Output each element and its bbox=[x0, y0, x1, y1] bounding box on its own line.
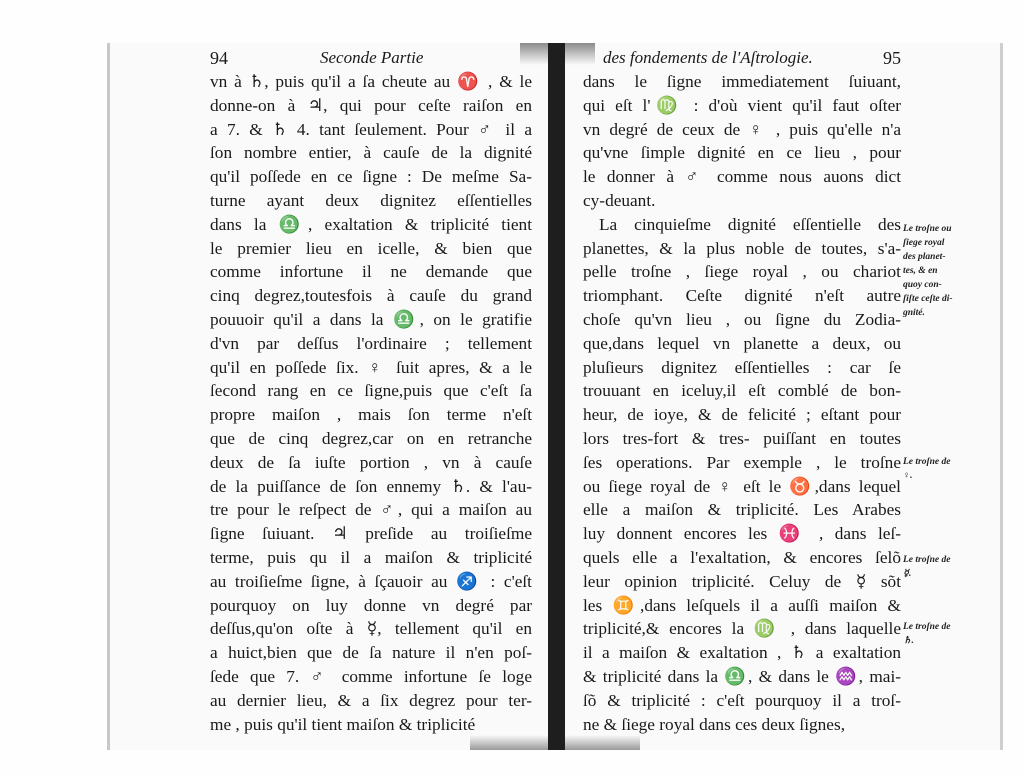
page-number: 94 bbox=[210, 48, 228, 68]
page-number: 95 bbox=[883, 48, 901, 68]
text-line: qui eſt l'♍ : d'où vient qu'il faut oſter bbox=[583, 95, 901, 115]
text-line: La cinquieſme dignité eſſentielle des bbox=[599, 214, 901, 234]
text-line: pourquoy on luy donne vn degré par bbox=[210, 595, 532, 615]
text-line: dans le ſigne immediatement ſuiuant, bbox=[583, 72, 901, 91]
margin-note-line: Le troſne ou bbox=[903, 224, 952, 234]
text-line: leur opinion triplicité. Celuy de ☿ sõt bbox=[583, 571, 901, 591]
text-line: turne ayant deux dignitez eſſentielles bbox=[210, 190, 532, 210]
text-line: vn degré de ceux de ♀ , puis qu'elle n'a bbox=[583, 119, 901, 139]
text-line: vn à ♄, puis qu'il a ſa cheute au ♈ , & le bbox=[210, 72, 532, 91]
text-line: choſe qu'vn lieu , ou ſigne du Zodia- bbox=[583, 309, 901, 329]
text-line: deux de ſa iuſte portion , vn à cauſe bbox=[210, 452, 532, 472]
margin-note bbox=[903, 553, 973, 581]
text-line: il a maiſon & exaltation , ♄ a exaltation bbox=[583, 643, 901, 663]
right-page-body bbox=[583, 70, 901, 736]
text-line: au troiſieſme ſigne, à ſçauoir au ♐ : c'eſt bbox=[210, 571, 532, 591]
text-line: ſes operations. Par exemple , le troſne bbox=[583, 452, 901, 472]
running-head: des fondements de l'Aſtrologie. bbox=[603, 48, 813, 67]
page-edge-right bbox=[1000, 43, 1003, 750]
text-line: que de cinq degrez,car on en retranche bbox=[210, 428, 532, 448]
margin-note bbox=[903, 620, 973, 648]
text-line: ſõ & triplicité : c'eſt pourquoy il a troſ- bbox=[583, 690, 901, 710]
text-line: & triplicité dans la ♎, & dans le ♒, mai- bbox=[583, 666, 901, 686]
text-line: les ♊,dans leſquels il a auſſi maiſon & bbox=[583, 595, 901, 615]
text-line: a 7. & ♄ 4. tant ſeulement. Pour ♂ il a bbox=[210, 119, 532, 139]
text-line: cinq degrez,toutesfois à cauſe du grand bbox=[210, 286, 532, 306]
left-page-body bbox=[210, 70, 532, 736]
text-line: ſecond rang en ce ſigne,puis que c'eſt ſa bbox=[210, 381, 532, 401]
margin-note bbox=[903, 222, 973, 320]
text-line: que,dans lequel vn planette a deux, ou bbox=[583, 333, 901, 353]
margin-note-line: quoy con- bbox=[903, 280, 942, 290]
text-line: de la puiſſance de ſon ennemy ♄. & l'au- bbox=[210, 476, 532, 496]
margin-note-line: gnité. bbox=[903, 308, 925, 318]
page-edge-left bbox=[107, 43, 110, 750]
margin-note-line: ſiege royal bbox=[903, 238, 945, 248]
text-line: me , puis qu'il tient maiſon & triplicité bbox=[210, 714, 476, 734]
margin-note-line: Le troſne de bbox=[903, 457, 951, 467]
text-line: dans la ♎, exaltation & triplicité tient bbox=[210, 214, 532, 234]
margin-note-line: ♄. bbox=[903, 636, 914, 646]
text-line: qu'il poſſede en ce ſigne : De meſme Sa- bbox=[210, 167, 532, 187]
text-line: terme, puis qu il a maiſon & triplicité bbox=[210, 547, 532, 567]
text-line: comme infortune il ne demande que bbox=[210, 262, 532, 282]
margin-note-line: Le troſne de bbox=[903, 622, 951, 632]
text-line: heur, de ioye, & de felicité ; eſtant pour bbox=[583, 405, 901, 425]
text-line: ſon nombre entier, à cauſe de la dignité bbox=[210, 143, 532, 163]
text-line: ou ſiege royal de ♀ eſt le ♉,dans lequel bbox=[583, 476, 901, 496]
text-line: cy-deuant. bbox=[583, 190, 656, 210]
right-page bbox=[583, 48, 901, 736]
text-line: qu'vne ſimple dignité en ce lieu , pour bbox=[583, 143, 901, 163]
text-line: lors tres-fort & tres- puiſſant en toutes bbox=[583, 428, 901, 448]
text-line: luy donnent encores les ♓ , dans leſ- bbox=[583, 524, 901, 544]
margin-note-line: ſiſte ceſte di- bbox=[903, 294, 953, 304]
text-line: elle a maiſon & triplicité. Les Arabes bbox=[583, 500, 901, 520]
margin-note bbox=[903, 455, 973, 483]
margin-note-line: tes, & en bbox=[903, 266, 938, 276]
text-line: triomphant. Ceſte dignité n'eſt autre bbox=[583, 286, 901, 306]
right-page-header bbox=[583, 48, 901, 70]
text-line: planettes, & la plus noble de toutes, s'a- bbox=[583, 238, 901, 258]
margin-note-line: des planet- bbox=[903, 252, 946, 262]
text-line: triplicité,& encores la ♍ , dans laquelle bbox=[583, 619, 901, 639]
text-line: quels elle a l'exaltation, & encores ſelõ bbox=[583, 547, 901, 567]
text-line: au dernier lieu, & a ſix degrez pour ter- bbox=[210, 690, 532, 710]
left-page bbox=[210, 48, 532, 736]
left-page-header bbox=[210, 48, 532, 70]
text-line: donne-on à ♃, qui pour ceſte raiſon en bbox=[210, 95, 532, 115]
text-line: trouuant en iceluy,il eſt comblé de bon- bbox=[583, 381, 901, 401]
text-line: ſigne ſuiuant. ♃ preſide au troiſieſme bbox=[210, 524, 532, 544]
text-line: le donner à ♂ comme nous auons dict bbox=[583, 167, 901, 187]
margin-note-line: ☿. bbox=[903, 569, 912, 579]
text-line: d'vn par deſſus l'ordinaire ; tellement bbox=[210, 333, 532, 353]
text-line: ſede que 7. ♂ comme infortune ſe loge bbox=[210, 666, 532, 686]
text-line: qu'il en poſſede ſix. ♀ ſuit apres, & a le bbox=[210, 357, 532, 377]
book-gutter bbox=[548, 43, 565, 750]
text-line: propre maiſon , mais ſon terme n'eſt bbox=[210, 405, 532, 425]
text-line: pouuoir qu'il a dans la ♎, on le gratifie bbox=[210, 309, 532, 329]
text-line: pluſieurs dignitez eſſentielles : car ſe bbox=[583, 357, 901, 377]
text-line: a huict,bien que de ſa nature il n'en poſ- bbox=[210, 643, 532, 663]
running-head: Seconde Partie bbox=[320, 48, 424, 67]
margin-note-line: Le troſne de bbox=[903, 555, 951, 565]
text-line: ne & ſiege royal dans ces deux ſignes, bbox=[583, 714, 846, 734]
text-line: le premier lieu en icelle, & bien que bbox=[210, 238, 532, 258]
margin-note-line: ♀. bbox=[903, 471, 913, 481]
text-line: pelle troſne , ſiege royal , ou chariot bbox=[583, 262, 901, 282]
text-line: deſſus,qu'on oſte à ☿, tellement qu'il en bbox=[210, 619, 532, 639]
text-line: tre pour le reſpect de ♂, qui a maiſon au bbox=[210, 500, 532, 520]
